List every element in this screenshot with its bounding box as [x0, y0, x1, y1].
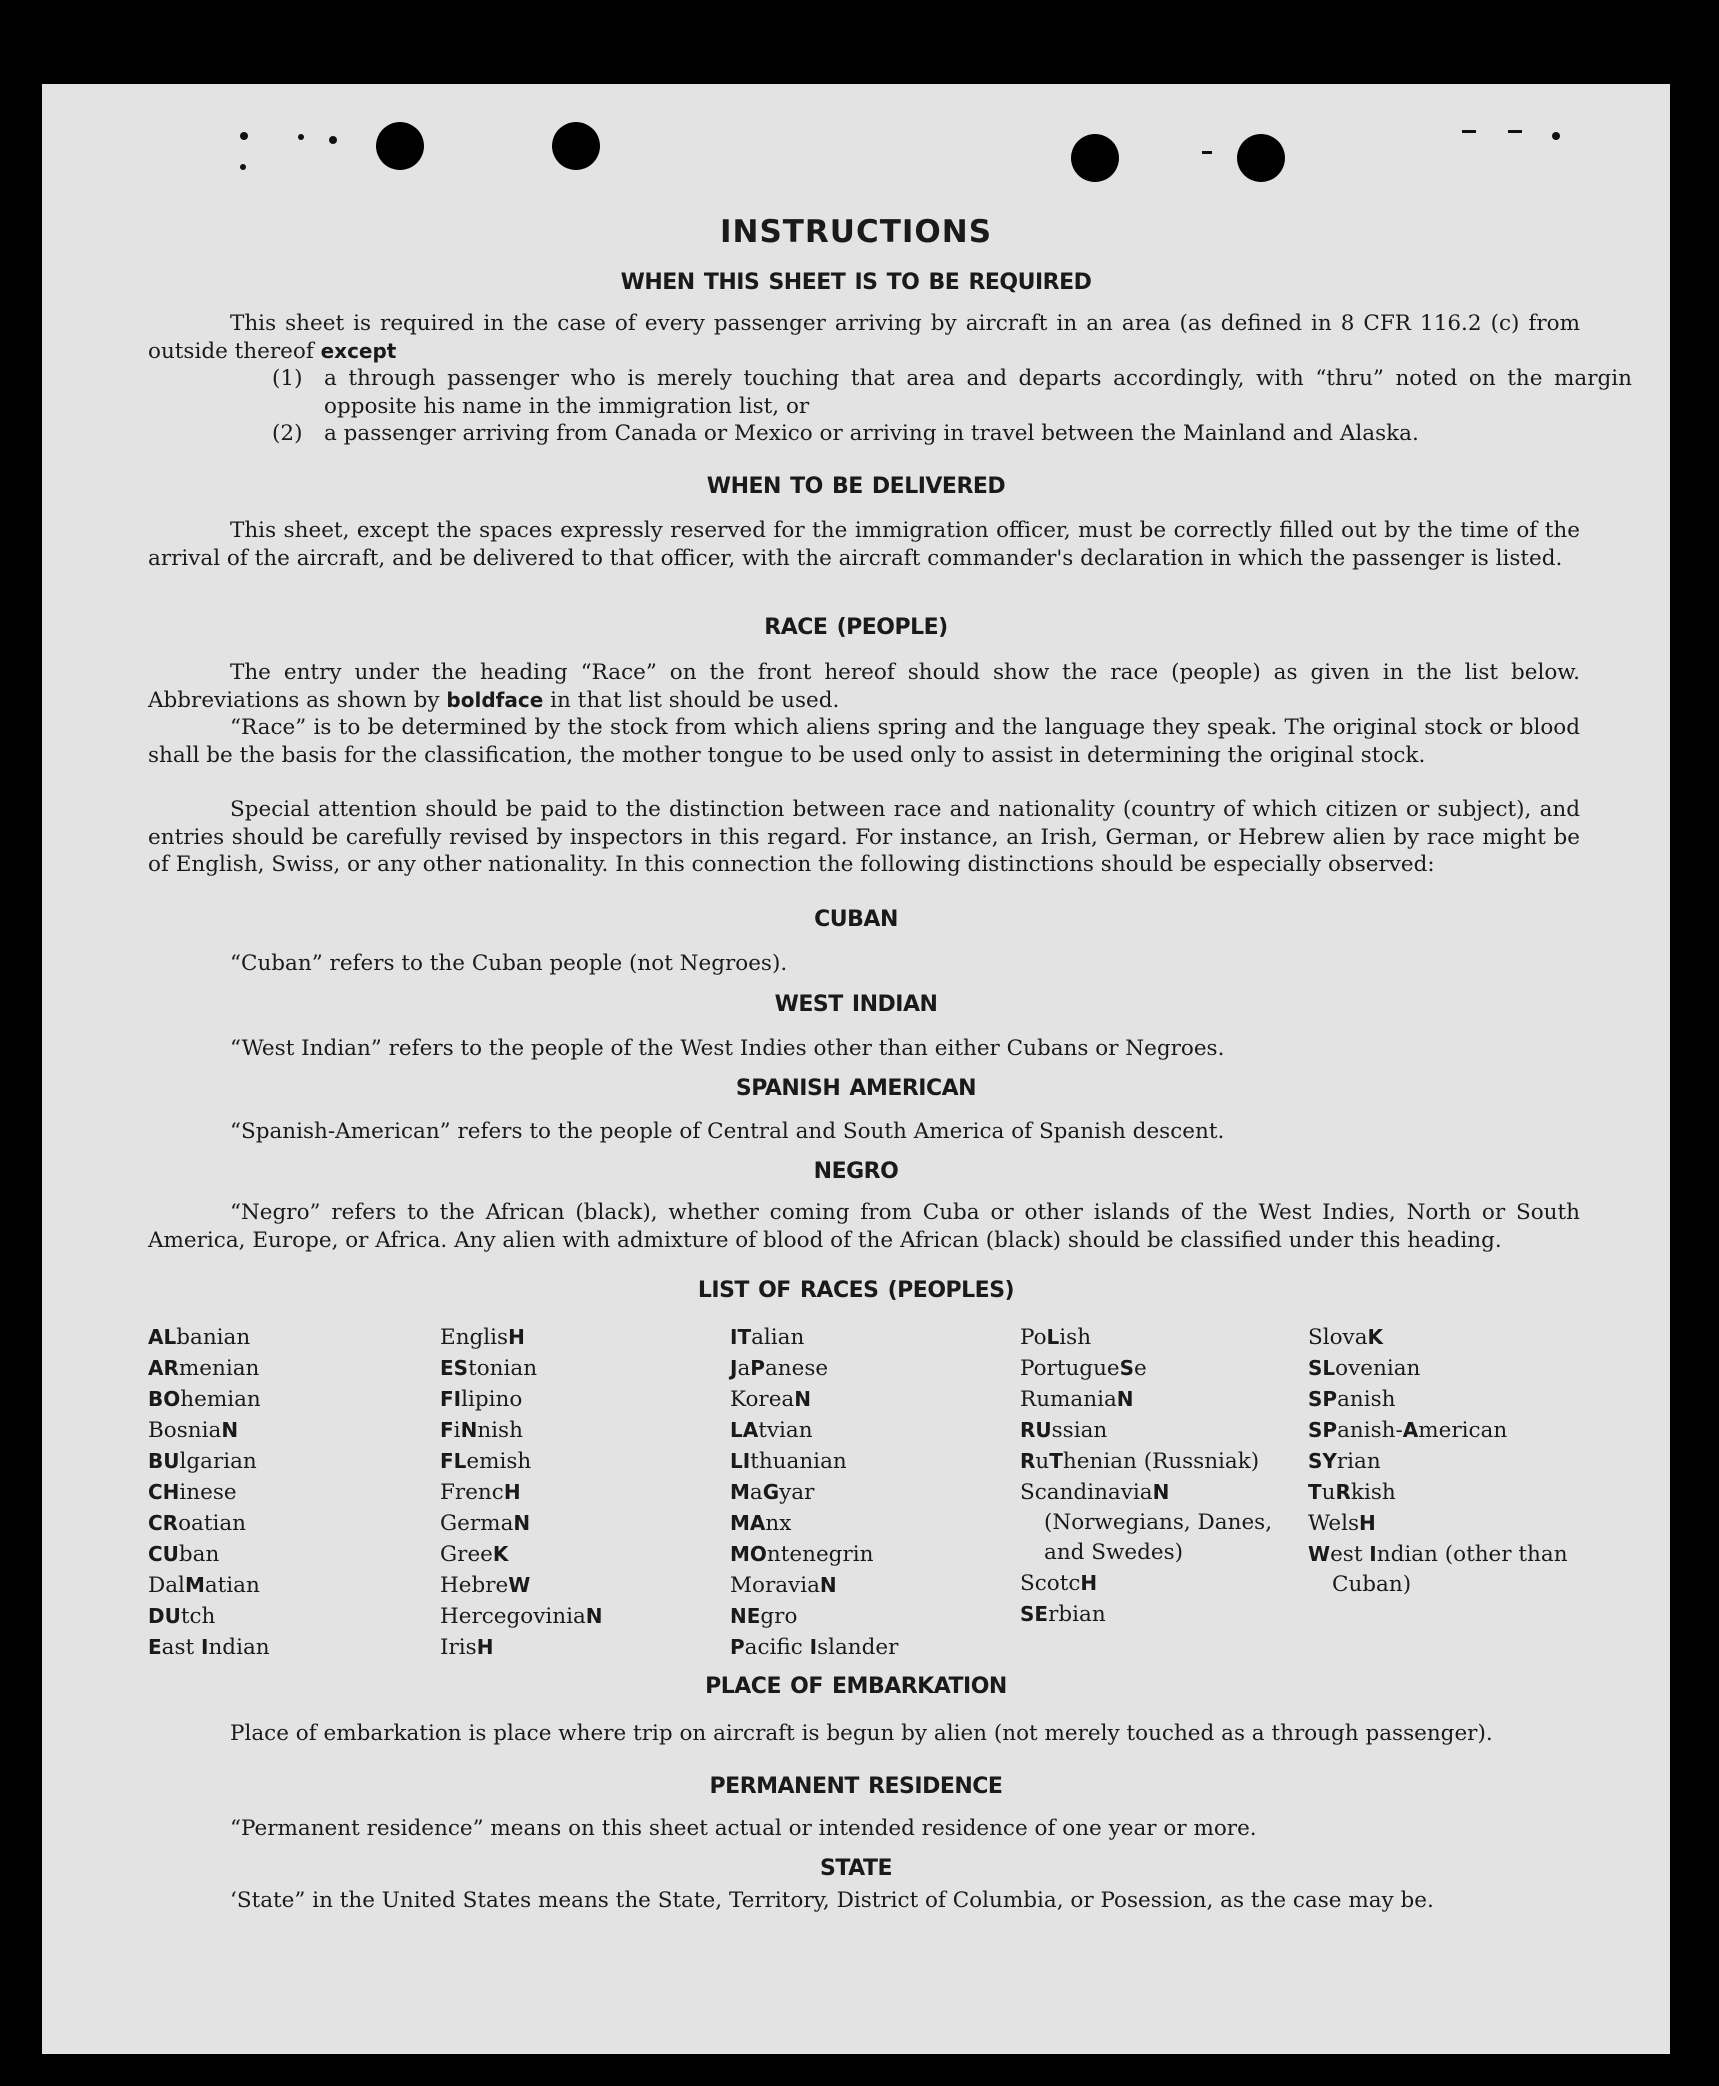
race-list-item: SLovenian	[1308, 1356, 1421, 1381]
race-list-item: BosniaN	[148, 1418, 239, 1443]
race-list-item: MOntenegrin	[730, 1542, 874, 1567]
race-list-item: West Indian (other than Cuban)	[1308, 1542, 1568, 1597]
race-list-item: RuThenian (Russniak)	[1020, 1449, 1260, 1474]
residence-text: “Permanent residence” means on this sheet actual or intended residence of one year or more.	[230, 1816, 1257, 1841]
race-list-item: NEgro	[730, 1604, 798, 1629]
document-sheet	[42, 84, 1670, 2054]
heading-list-of-races: LIST OF RACES (PEOPLES)	[697, 1278, 1015, 1303]
speck	[329, 136, 337, 144]
races-column-2	[440, 1322, 710, 1663]
race-list-item: EnglisH	[440, 1325, 525, 1350]
race-list-item: MoraviaN	[730, 1573, 837, 1598]
race-list-item: KoreaN	[730, 1387, 811, 1412]
race-list-item: FIlipino	[440, 1387, 523, 1412]
race-list-item: DUtch	[148, 1604, 216, 1629]
race-list-item: SErbian	[1020, 1602, 1106, 1627]
race-list-item: FrencH	[440, 1480, 521, 1505]
race-list-item: WelsH	[1308, 1511, 1376, 1536]
punch-hole	[376, 122, 424, 170]
race-list-item: SYrian	[1308, 1449, 1381, 1474]
race-list-item: SlovaK	[1308, 1325, 1384, 1350]
spanish-american-text: “Spanish-American” refers to the people of Central and South America of Spanish descent.	[230, 1119, 1225, 1144]
races-column-1	[148, 1322, 418, 1663]
race-list-item: HebreW	[440, 1573, 531, 1598]
required-intro: This sheet is required in the case of every passenger arriving by aircraft in an area (as defined in 8 CFR 116.2 (c) from outside thereof except	[148, 311, 1580, 364]
race-list-item: CHinese	[148, 1480, 237, 1505]
race-list-item: BUlgarian	[148, 1449, 257, 1474]
race-list-item: MaGyar	[730, 1480, 815, 1505]
race-list-item: SPanish	[1308, 1387, 1396, 1412]
cuban-text: “Cuban” refers to the Cuban people (not Negroes).	[230, 951, 788, 976]
races-column-4	[1020, 1322, 1288, 1630]
heading-west-indian: WEST INDIAN	[774, 992, 938, 1017]
race-list-item: East Indian	[148, 1635, 270, 1660]
race-list-item: SPanish-American	[1308, 1418, 1508, 1443]
punch-hole	[552, 122, 600, 170]
race-list-item: CRoatian	[148, 1511, 247, 1536]
required-item-2: (2) a passenger arriving from Canada or Mexico or arriving in travel between the Mainland and Alaska.	[272, 421, 1419, 446]
races-column-3	[730, 1322, 1000, 1663]
required-item-1: (1) a through passenger who is merely touching that area and departs accordingly, with “thru” noted on the margin opposite his name in the immigration list, or	[272, 366, 1632, 419]
race-paragraph-1: The entry under the heading “Race” on the front hereof should show the race (people) as given in the list below. Abbreviations as shown by boldface in that list should be used.	[148, 660, 1580, 713]
race-list-item: BOhemian	[148, 1387, 261, 1412]
heading-race: RACE (PEOPLE)	[764, 615, 948, 640]
race-paragraph-3: Special attention should be paid to the distinction between race and nationality (country of which citizen or subject), and entries should be carefully revised by inspectors in this regard. For instance, an Irish, German, or Hebrew alien by race might be of English, Swiss, or any other nationality. In this connection the following distinctions should be especially observed:	[148, 797, 1580, 877]
race-list-item: FiNnish	[440, 1418, 523, 1443]
speck	[298, 134, 304, 140]
heading-state: STATE	[820, 1856, 892, 1881]
embarkation-text: Place of embarkation is place where trip on aircraft is begun by alien (not merely touched as a through passenger).	[230, 1721, 1493, 1746]
west-indian-text: “West Indian” refers to the people of the West Indies other than either Cubans or Negroes.	[230, 1036, 1225, 1061]
speck	[240, 164, 246, 170]
heading-cuban: CUBAN	[814, 907, 898, 932]
race-list-item: GermaN	[440, 1511, 531, 1536]
speck	[1508, 130, 1522, 133]
heading-place-of-embarkation: PLACE OF EMBARKATION	[705, 1674, 1007, 1699]
race-list-item: LAtvian	[730, 1418, 813, 1443]
races-column-5	[1308, 1322, 1580, 1600]
punch-hole	[1071, 134, 1119, 182]
race-list-item: PoLish	[1020, 1325, 1092, 1350]
race-list-item: IrisH	[440, 1635, 494, 1660]
race-list-item: RumaniaN	[1020, 1387, 1134, 1412]
heading-negro: NEGRO	[813, 1159, 899, 1184]
race-list-item: ITalian	[730, 1325, 805, 1350]
race-list-item: MAnx	[730, 1511, 792, 1536]
heading-when-delivered: WHEN TO BE DELIVERED	[706, 474, 1006, 499]
race-list-item: CUban	[148, 1542, 220, 1567]
race-paragraph-2: “Race” is to be determined by the stock from which aliens spring and the language they speak. The original stock or blood shall be the basis for the classification, the mother tongue to be used only to assist in determining the original stock.	[148, 715, 1580, 768]
race-list-item: JaPanese	[730, 1356, 829, 1381]
race-list-item: ScotcH	[1020, 1571, 1098, 1596]
speck	[240, 132, 248, 140]
race-list-item: Pacific Islander	[730, 1635, 899, 1660]
race-list-item: LIthuanian	[730, 1449, 847, 1474]
race-list-item: ARmenian	[148, 1356, 260, 1381]
race-list-item: ScandinaviaN (Norwegians, Danes, and Swedes)	[1020, 1480, 1273, 1565]
state-text: ‘State” in the United States means the State, Territory, District of Columbia, or Posession, as the case may be.	[230, 1888, 1434, 1913]
race-list-item: EStonian	[440, 1356, 538, 1381]
heading-permanent-residence: PERMANENT RESIDENCE	[709, 1774, 1003, 1799]
heading-spanish-american: SPANISH AMERICAN	[735, 1076, 977, 1101]
race-list-item: RUssian	[1020, 1418, 1108, 1443]
speck	[1202, 151, 1212, 154]
race-list-item: TuRkish	[1308, 1480, 1396, 1505]
race-list-item: GreeK	[440, 1542, 509, 1567]
heading-when-required: WHEN THIS SHEET IS TO BE REQUIRED	[620, 270, 1092, 295]
negro-text: “Negro” refers to the African (black), whether coming from Cuba or other islands of the West Indies, North or South America, Europe, or Africa. Any alien with admixture of blood of the African (black) should be classified under this heading.	[148, 1200, 1580, 1253]
race-list-item: FLemish	[440, 1449, 532, 1474]
race-list-item: PortugueSe	[1020, 1356, 1147, 1381]
punch-hole	[1237, 134, 1285, 182]
page-title: INSTRUCTIONS	[719, 214, 993, 250]
race-list-item: ALbanian	[148, 1325, 251, 1350]
speck	[1552, 132, 1560, 140]
race-list-item: DalMatian	[148, 1573, 260, 1598]
speck	[1462, 130, 1476, 133]
delivered-text: This sheet, except the spaces expressly reserved for the immigration officer, must be correctly filled out by the time of the arrival of the aircraft, and be delivered to that officer, with the aircraft commander's declaration in which the passenger is listed.	[148, 518, 1580, 571]
race-list-item: HercegoviniaN	[440, 1604, 603, 1629]
